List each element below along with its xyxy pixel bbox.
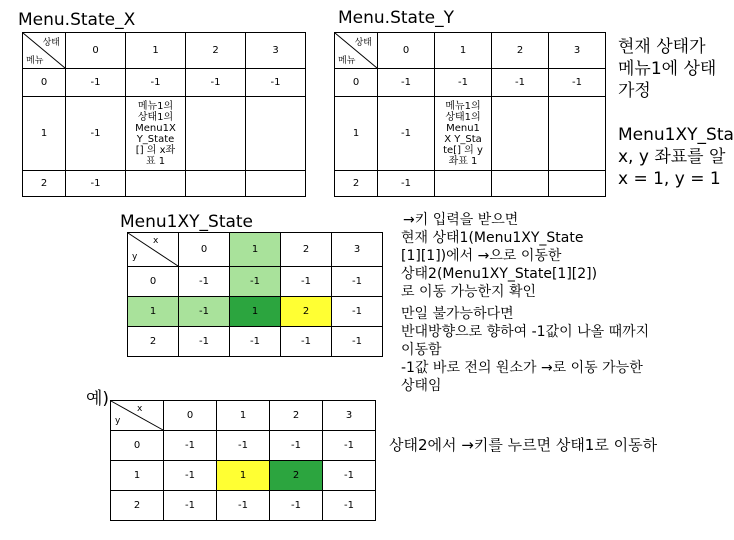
col-header: 1 — [230, 233, 281, 267]
grid-cell: -1 — [281, 267, 332, 297]
row-header: 0 — [111, 431, 164, 461]
grid-cell: -1 — [179, 327, 230, 357]
row-header: 2 — [335, 171, 378, 197]
coordinate-note — [618, 124, 734, 190]
grid-cell: -1 — [217, 491, 270, 521]
grid-cell: -1 — [179, 297, 230, 327]
col-header: 3 — [323, 401, 376, 431]
state-y-corner-header — [335, 33, 378, 69]
col-header: 3 — [246, 33, 306, 69]
grid-cell: 메뉴1의 상태1의 Menu1X Y_State[] 의 x좌표 1 — [126, 97, 186, 171]
grid-cell: -1 — [186, 69, 246, 97]
grid-cell: -1 — [66, 69, 126, 97]
grid-cell: -1 — [332, 327, 383, 357]
col-header: 1 — [435, 33, 492, 69]
row-header: 1 — [335, 97, 378, 171]
grid-cell: -1 — [179, 267, 230, 297]
grid-cell — [492, 171, 549, 197]
grid-cell: -1 — [230, 327, 281, 357]
grid-cell: -1 — [435, 69, 492, 97]
grid-cell — [186, 171, 246, 197]
grid-cell: -1 — [230, 267, 281, 297]
grid-cell: -1 — [164, 491, 217, 521]
grid-cell: -1 — [332, 267, 383, 297]
current-state-cell: 1 — [230, 297, 281, 327]
target-state-cell: 2 — [281, 297, 332, 327]
grid-cell: -1 — [378, 171, 435, 197]
corner-top-label: 상태 — [354, 38, 372, 48]
grid-cell — [186, 97, 246, 171]
grid-cell: -1 — [164, 431, 217, 461]
grid-cell: -1 — [323, 431, 376, 461]
grid-cell — [435, 171, 492, 197]
grid-cell: -1 — [332, 297, 383, 327]
corner-y-label: y — [115, 416, 121, 426]
grid-cell — [126, 171, 186, 197]
col-header: 0 — [179, 233, 230, 267]
grid-cell: -1 — [281, 327, 332, 357]
grid-cell: 메뉴1의 상태1의 Menu1X Y_State[] 의 y좌표 1 — [435, 97, 492, 171]
note-line: 가정 — [618, 81, 651, 101]
note-line: -1값 바로 전의 원소가 →로 이동 가능한 — [401, 360, 643, 376]
note-line: 로 이동 가능한지 확인 — [401, 284, 537, 300]
row-header: 0 — [23, 69, 66, 97]
note-line: 메뉴1에 상태 — [618, 59, 717, 79]
col-header: 3 — [332, 233, 383, 267]
col-header: 0 — [378, 33, 435, 69]
note-line: 현재 상태1(Menu1XY_State — [401, 230, 584, 246]
col-header: 0 — [66, 33, 126, 69]
row-header: 2 — [111, 491, 164, 521]
corner-x-label: x — [137, 404, 143, 414]
col-header: 2 — [270, 401, 323, 431]
corner-bottom-label: 메뉴 — [26, 56, 44, 66]
note-line: 상태임 — [401, 378, 442, 394]
note-line: 만일 불가능하다면 — [401, 306, 514, 322]
example-corner-header — [111, 401, 164, 431]
target-state-cell: 1 — [217, 461, 270, 491]
row-header: 2 — [23, 171, 66, 197]
grid-cell: -1 — [270, 491, 323, 521]
state-y-grid — [334, 32, 606, 197]
grid-cell — [549, 171, 606, 197]
menu1xy-corner-header — [128, 233, 179, 267]
grid-cell: -1 — [217, 431, 270, 461]
corner-top-label: 상태 — [42, 38, 60, 48]
grid-cell — [549, 97, 606, 171]
menu1xy-title: Menu1XY_State — [120, 212, 254, 232]
row-header: 2 — [128, 327, 179, 357]
arrow-key-note — [401, 211, 719, 301]
note-line: 반대방향으로 향하여 -1값이 나올 때까지 — [401, 324, 650, 340]
grid-cell: -1 — [66, 171, 126, 197]
grid-cell: -1 — [323, 491, 376, 521]
grid-cell: -1 — [323, 461, 376, 491]
note-line: 상태2(Menu1XY_State[1][2]) — [401, 266, 598, 282]
row-header: 1 — [128, 297, 179, 327]
grid-cell — [246, 97, 306, 171]
col-header: 3 — [549, 33, 606, 69]
note-line: 현재 상태가 — [618, 37, 706, 57]
note-line: x = 1, y = 1 — [618, 169, 721, 189]
col-header: 2 — [492, 33, 549, 69]
grid-cell: -1 — [378, 97, 435, 171]
grid-cell: -1 — [164, 461, 217, 491]
fallback-note — [401, 305, 719, 395]
corner-bottom-label: 메뉴 — [338, 56, 356, 66]
note-line: 이동함 — [401, 342, 442, 358]
note-line: Menu1XY_Sta — [618, 125, 734, 145]
example-label: 예) — [86, 389, 110, 409]
grid-cell: -1 — [492, 69, 549, 97]
grid-cell — [492, 97, 549, 171]
state2-note: 상태2에서 →키를 누르면 상태1로 이동하 — [389, 436, 658, 454]
note-line: x, y 좌표를 알 — [618, 147, 726, 167]
grid-cell: -1 — [66, 97, 126, 171]
menu1xy-grid — [127, 232, 383, 357]
grid-cell: -1 — [378, 69, 435, 97]
grid-cell: -1 — [246, 69, 306, 97]
current-state-cell: 2 — [270, 461, 323, 491]
state-y-title: Menu.State_Y — [338, 8, 454, 28]
col-header: 2 — [281, 233, 332, 267]
col-header: 2 — [186, 33, 246, 69]
row-header: 1 — [23, 97, 66, 171]
row-header: 1 — [111, 461, 164, 491]
note-line: [1][1])에서 →으로 이동한 — [401, 248, 562, 264]
note-line: →키 입력을 받으면 — [403, 212, 519, 228]
state-x-corner-header — [23, 33, 66, 69]
state-x-title: Menu.State_X — [18, 10, 136, 30]
col-header: 0 — [164, 401, 217, 431]
grid-cell: -1 — [126, 69, 186, 97]
row-header: 0 — [128, 267, 179, 297]
corner-y-label: y — [132, 252, 138, 262]
col-header: 1 — [217, 401, 270, 431]
state-x-grid — [22, 32, 306, 197]
assumption-note — [618, 36, 716, 102]
grid-cell: -1 — [270, 431, 323, 461]
example-grid — [110, 400, 376, 521]
col-header: 1 — [126, 33, 186, 69]
grid-cell: -1 — [549, 69, 606, 97]
row-header: 0 — [335, 69, 378, 97]
grid-cell — [246, 171, 306, 197]
corner-x-label: x — [153, 236, 159, 246]
